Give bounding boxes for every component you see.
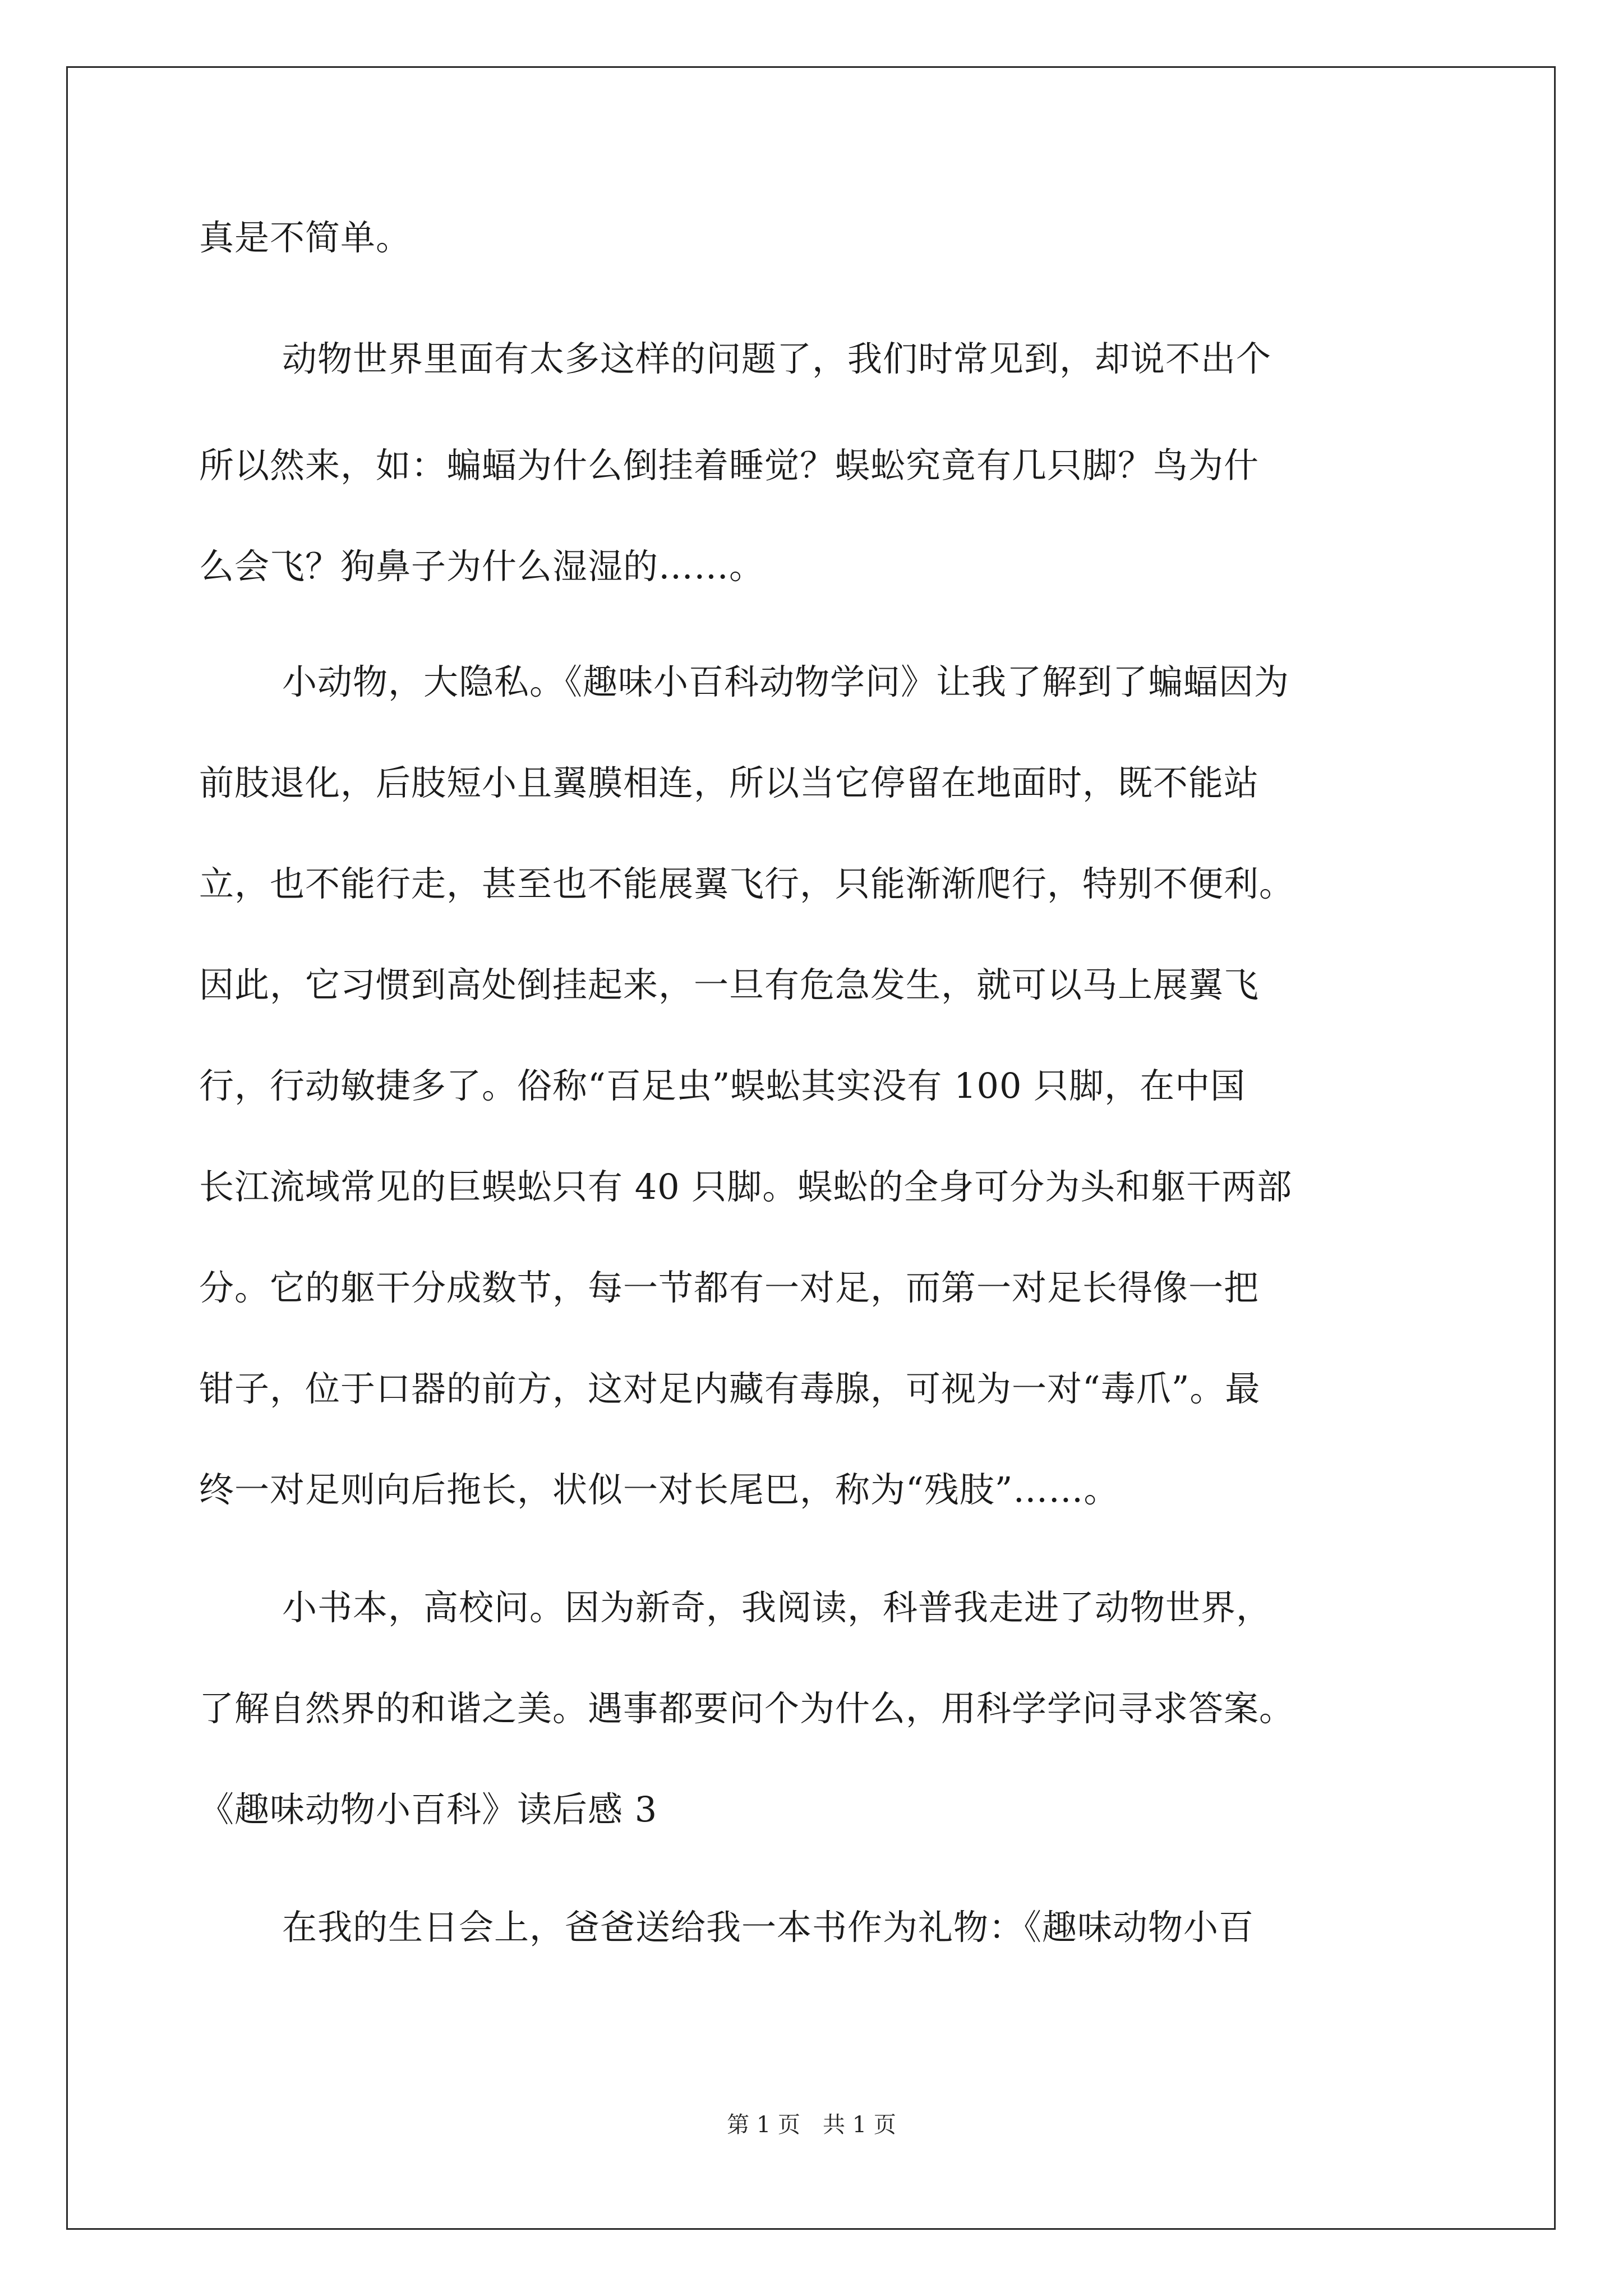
paragraph-start-line: 动物世界里面有太多这样的问题了，我们时常见到，却说不出个: [282, 338, 1272, 379]
text-line: 因此，它习惯到高处倒挂起来，一旦有危急发生，就可以马上展翼飞: [199, 964, 1260, 1005]
text-line: 真是不简单。: [199, 217, 412, 258]
text-line: 所以然来，如：蝙蝠为什么倒挂着睡觉？蜈蚣究竟有几只脚？鸟为什: [199, 445, 1260, 486]
text-line: 了解自然界的和谐之美。遇事都要问个为什么，用科学学问寻求答案。: [199, 1688, 1295, 1729]
text-line: 么会飞？狗鼻子为什么湿湿的……。: [199, 546, 765, 587]
text-line: 前肢退化，后肢短小且翼膜相连，所以当它停留在地面时，既不能站: [199, 762, 1260, 803]
text-line: 终一对足则向后拖长，状似一对长尾巴，称为“残肢”……。: [199, 1469, 1119, 1510]
paragraph-start-line: 在我的生日会上，爸爸送给我一本书作为礼物：《趣味动物小百: [282, 1907, 1255, 1948]
text-line: 立，也不能行走，甚至也不能展翼飞行，只能渐渐爬行，特别不便利。: [199, 863, 1295, 904]
paragraph-start-line: 小动物，大隐私。《趣味小百科动物学问》让我了解到了蝙蝠因为: [282, 661, 1290, 702]
paragraph-start-line: 小书本，高校问。因为新奇，我阅读，科普我走进了动物世界，: [282, 1587, 1272, 1628]
section-heading: 《趣味动物小百科》读后感 3: [199, 1789, 658, 1830]
page-number-footer: 第 1 页 共 1 页: [727, 2112, 896, 2138]
text-line: 长江流域常见的巨蜈蚣只有 40 只脚。蜈蚣的全身可分为头和躯干两部: [199, 1166, 1293, 1207]
text-line: 行，行动敏捷多了。俗称“百足虫”蜈蚣其实没有 100 只脚，在中国: [199, 1065, 1246, 1106]
text-line: 钳子，位于口器的前方，这对足内藏有毒腺，可视为一对“毒爪”。最: [199, 1368, 1261, 1409]
text-line: 分。它的躯干分成数节，每一节都有一对足，而第一对足长得像一把: [199, 1267, 1260, 1308]
